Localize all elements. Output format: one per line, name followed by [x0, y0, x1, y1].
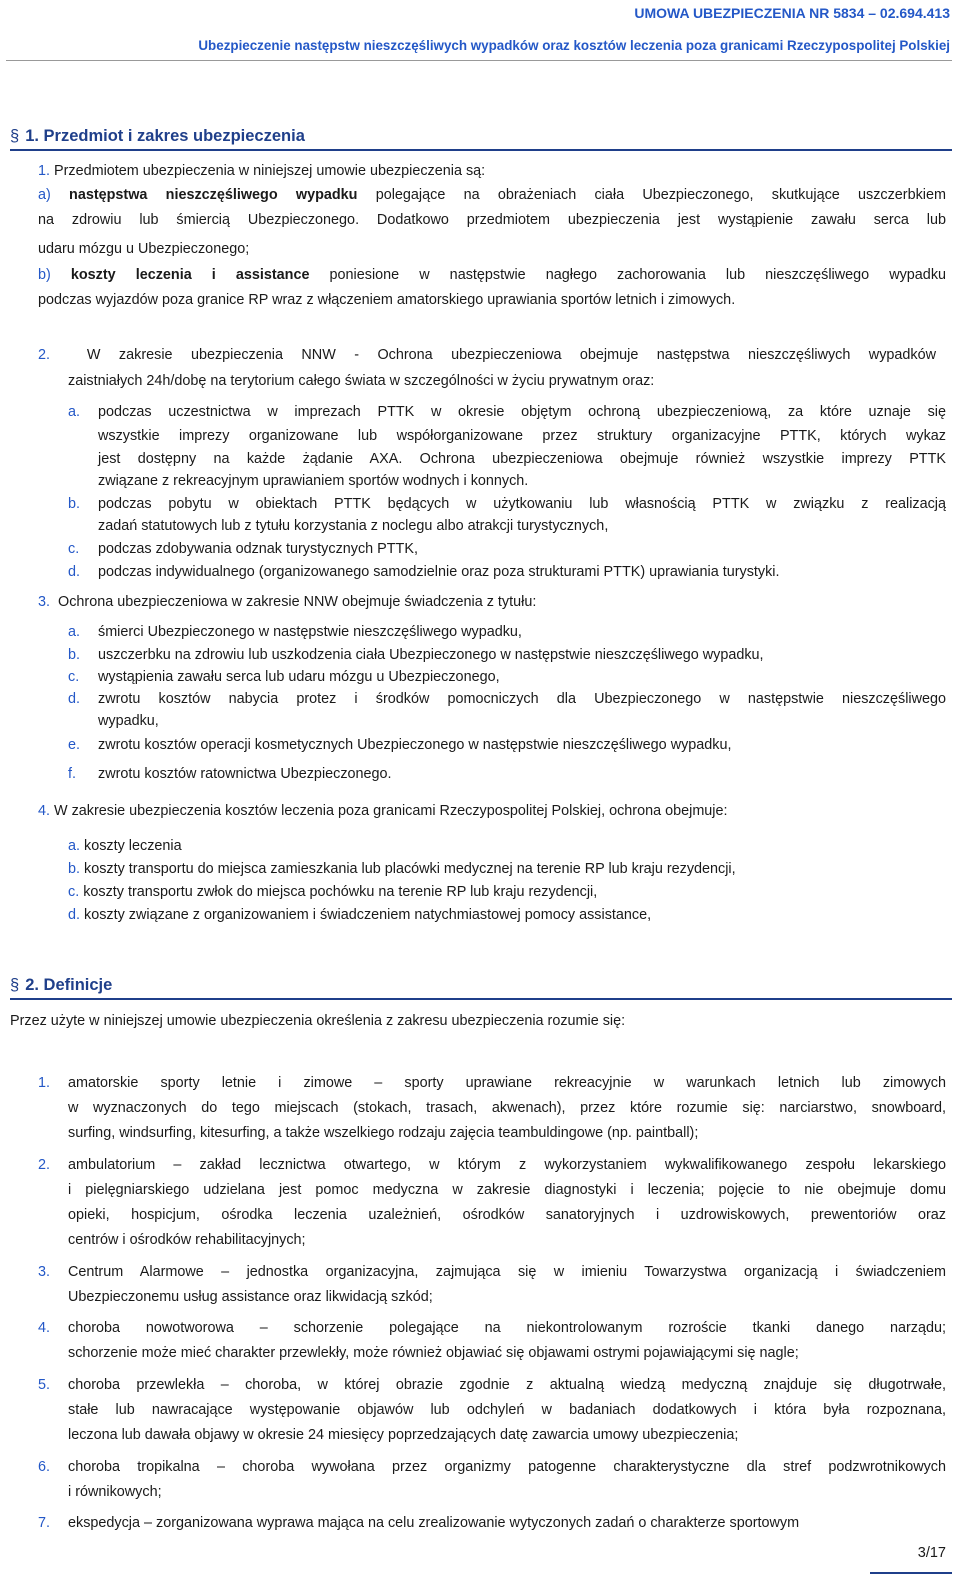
definition-line: choroba przewlekła – choroba, w której obrazie zgodnie z aktualną wiedzą medyczną znajduje się długotrwałe,	[68, 1377, 946, 1393]
definition-line: surfing, windsurfing, kitesurfing, a także wszelkiego rodzaju zajęcia teambuldingowe (np. paintball);	[68, 1125, 699, 1141]
s1-p1-a-line1: a) następstwa nieszczęśliwego wypadku polegające na obrażeniach ciała Ubezpieczonego, skutkujące uszczerbkiem	[38, 187, 946, 203]
s1-p2-a-l2: wszystkie imprezy organizowane lub współorganizowane przez struktury organizacyjne PTTK, których wykaz	[98, 428, 946, 444]
s1-p2-c-label: c.	[68, 541, 80, 557]
definition-number: 6.	[38, 1459, 51, 1475]
s1-p4-c: c. koszty transportu zwłok do miejsca pochówku na terenie RP lub kraju rezydencji,	[68, 884, 598, 900]
s1-p1-a-line2: na zdrowiu lub śmiercią Ubezpieczonego. Dodatkowo przedmiotem ubezpieczenia jest wystąpienie zawału serca lub	[38, 212, 946, 228]
definition-line: Centrum Alarmowe – jednostka organizacyjna, zajmująca się w imieniu Towarzystwa organizacją i świadczeniem	[68, 1264, 946, 1280]
definition-line: ambulatorium – zakład lecznictwa otwartego, w którym z wykorzystaniem wykwalifikowanego zespołu lekarskiego	[68, 1157, 946, 1173]
definitions-intro: Przez użyte w niniejszej umowie ubezpieczenia określenia z zakresu ubezpieczenia rozumie się:	[10, 1013, 626, 1029]
section-1-heading	[10, 127, 952, 151]
section-symbol-icon: §	[10, 127, 20, 145]
definition-line: w wyznaczonych do tego miejscach (stokach, trasach, akwenach), przez które rozumie się: narciarstwo, snowboard,	[68, 1100, 946, 1116]
s1-p2-line1: 2. W zakresie ubezpieczenia NNW - Ochrona ubezpieczeniowa obejmuje następstwa nieszczęśliwych wypadków	[38, 347, 936, 363]
s1-p2-a-l1: podczas uczestnictwa w imprezach PTTK w okresie objętym ochroną ubezpieczeniową, za które uznaje się	[98, 404, 946, 420]
definition-number: 7.	[38, 1515, 51, 1531]
s1-p2-a-label: a.	[68, 404, 81, 420]
page-number: 3/17	[917, 1545, 946, 1561]
s1-p2-a-l4: związane z rekreacyjnym uprawianiem sportów wodnych i konnych.	[98, 473, 529, 489]
definition-line: i pielęgniarskiego udzielana jest pomoc medyczna w zakresie diagnostyki i leczenia; pojęcie to nie obejmuje domu	[68, 1182, 946, 1198]
definition-line: choroba tropikalna – choroba wywołana przez organizmy patogenne charakterystyczne dla stref podzwrotnikowych	[68, 1459, 946, 1475]
definition-number: 4.	[38, 1320, 51, 1336]
s1-p1-a-line3: udaru mózgu u Ubezpieczonego;	[38, 241, 250, 257]
s1-p4: 4. W zakresie ubezpieczenia kosztów leczenia poza granicami Rzeczypospolitej Polskiej, ochrona obejmuje:	[38, 803, 728, 819]
s1-p3-f: zwrotu kosztów ratownictwa Ubezpieczonego.	[98, 766, 392, 782]
section-symbol-icon: §	[10, 976, 20, 994]
s1-p2-d-l1: podczas indywidualnego (organizowanego samodzielnie oraz poza strukturami PTTK) uprawiania turystyki.	[98, 564, 780, 580]
definition-number: 3.	[38, 1264, 51, 1280]
s1-p2-b-label: b.	[68, 496, 81, 512]
s1-p3-a-label: a.	[68, 624, 81, 640]
definition-line: choroba nowotworowa – schorzenie polegające na niekontrolowanym rozroście tkanki danego narządu;	[68, 1320, 946, 1336]
header-divider	[6, 60, 952, 61]
definition-line: amatorskie sporty letnie i zimowe – sporty uprawiane rekreacyjnie w warunkach letnich lub zimowych	[68, 1075, 946, 1091]
definition-number: 5.	[38, 1377, 51, 1393]
definition-number: 1.	[38, 1075, 51, 1091]
section-2-heading	[10, 976, 952, 1000]
s1-p4-b: b. koszty transportu do miejsca zamieszkania lub placówki medycznej na terenie RP lub kraju rezydencji,	[68, 861, 736, 877]
s1-p3-e-label: e.	[68, 737, 81, 753]
definition-line: ekspedycja – zorganizowana wyprawa mająca na celu zrealizowanie wytyczonych zadań o charakterze sportowym	[68, 1515, 800, 1531]
s1-p3-b-label: b.	[68, 647, 81, 663]
s1-p3-b: uszczerbku na zdrowiu lub uszkodzenia ciała Ubezpieczonego w następstwie nieszczęśliwego wypadku,	[98, 647, 764, 663]
definition-line: schorzenie może mieć charakter przewlekły, może również objawiać się objawami ostrymi pojawiającymi się nagle;	[68, 1345, 799, 1361]
s1-p3-a: śmierci Ubezpieczonego w następstwie nieszczęśliwego wypadku,	[98, 624, 522, 640]
s1-p3-c: wystąpienia zawału serca lub udaru mózgu u Ubezpieczonego,	[98, 669, 500, 685]
definition-line: centrów i ośrodków rehabilitacyjnych;	[68, 1232, 306, 1248]
s1-p2-line2: zaistniałych 24h/dobę na terytorium całego świata w szczególności w życiu prywatnym oraz:	[68, 373, 655, 389]
s1-p2-d-label: d.	[68, 564, 81, 580]
s1-p1-b-line2: podczas wyjazdów poza granice RP wraz z włączeniem amatorskiego uprawiania sportów letnich i zimowych.	[38, 292, 736, 308]
s1-p3-d-l2: wypadku,	[98, 713, 159, 729]
s1-p3-f-label: f.	[68, 766, 76, 782]
section-2-title: 2. Definicje	[25, 976, 113, 994]
definition-line: stałe lub nawracające występowanie objawów lub odchyleń w badaniach dodatkowych i która była rozpoznana,	[68, 1402, 946, 1418]
s1-p2-b-l1: podczas pobytu w obiektach PTTK będących w użytkowaniu lub własnością PTTK w związku z realizacją	[98, 496, 946, 512]
s1-p3-e: zwrotu kosztów operacji kosmetycznych Ubezpieczonego w następstwie nieszczęśliwego wypadku,	[98, 737, 732, 753]
definition-number: 2.	[38, 1157, 51, 1173]
definition-line: leczona lub dawała objawy w okresie 24 miesięcy poprzedzających datę zawarcia umowy ubezpieczenia;	[68, 1427, 739, 1443]
s1-p1-b-line1: b) koszty leczenia i assistance poniesione w następstwie nagłego zachorowania lub nieszczęśliwego wypadku	[38, 267, 947, 283]
s1-p3-c-label: c.	[68, 669, 80, 685]
document-subtitle: Ubezpieczenie następstw nieszczęśliwych wypadków oraz kosztów leczenia poza granicami Rzeczypospolitej Polskiej	[198, 38, 950, 53]
s1-p3: 3. Ochrona ubezpieczeniowa w zakresie NNW obejmuje świadczenia z tytułu:	[38, 594, 537, 610]
section-1-title: 1. Przedmiot i zakres ubezpieczenia	[25, 127, 305, 145]
s1-p2-c-l1: podczas zdobywania odznak turystycznych PTTK,	[98, 541, 418, 557]
s1-p4-a: a. koszty leczenia	[68, 838, 182, 854]
footer-divider	[870, 1572, 952, 1574]
s1-p1: 1. Przedmiotem ubezpieczenia w niniejszej umowie ubezpieczenia są:	[38, 163, 486, 179]
definition-line: opieki, hospicjum, ośrodka leczenia uzależnień, ośrodków sanatoryjnych i uzdrowiskowych, prewentoriów oraz	[68, 1207, 946, 1223]
contract-number: UMOWA UBEZPIECZENIA NR 5834 – 02.694.413	[634, 5, 950, 21]
s1-p2-a-l3: jest dostępny na każde żądanie AXA. Ochrona ubezpieczeniowa obejmuje również wszystkie imprezy PTTK	[98, 451, 946, 467]
s1-p3-d-l1: zwrotu kosztów nabycia protez i środków pomocniczych dla Ubezpieczonego w następstwie nieszczęśliwego	[98, 691, 946, 707]
s1-p2-b-l2: zadań statutowych lub z tytułu korzystania z noclegu albo atrakcji turystycznych,	[98, 518, 609, 534]
definition-line: Ubezpieczonemu usług assistance oraz likwidacją szkód;	[68, 1289, 433, 1305]
s1-p4-d: d. koszty związane z organizowaniem i świadczeniem natychmiastowej pomocy assistance,	[68, 907, 652, 923]
s1-p3-d-label: d.	[68, 691, 81, 707]
definition-line: i równikowych;	[68, 1484, 162, 1500]
